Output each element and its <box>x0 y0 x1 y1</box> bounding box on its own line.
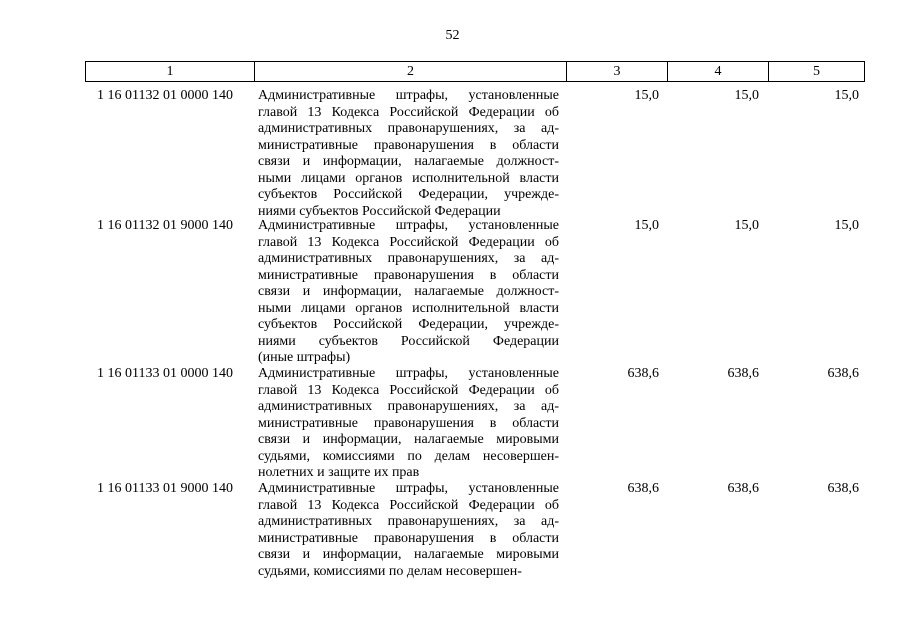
description-line: министративные правонарушения в области <box>258 267 559 283</box>
row-code: 1 16 01132 01 9000 140 <box>97 218 233 233</box>
description-line: министративные правонарушения в области <box>258 530 559 546</box>
description-line: главой 13 Кодекса Российской Федерации об <box>258 234 559 250</box>
row-value-col5: 638,6 <box>827 366 859 381</box>
row-value-col4: 638,6 <box>727 481 759 496</box>
header-col-4: 4 <box>667 62 768 81</box>
header-col-1: 1 <box>166 64 174 79</box>
description-line: связи и информации, налагаемые должност- <box>258 284 559 299</box>
row-value-col3: 638,6 <box>627 481 659 496</box>
description-line: судьями, комиссиями по делам несовершен- <box>258 448 559 464</box>
row-code: 1 16 01133 01 0000 140 <box>97 366 233 381</box>
row-description <box>258 366 559 482</box>
page-number: 52 <box>445 28 460 43</box>
description-line: субъектов Российской Федерации, учрежде- <box>258 187 559 202</box>
description-line: нолетних и защите их прав <box>258 465 420 480</box>
description-line: (иные штрафы) <box>258 350 351 365</box>
row-value-col3: 15,0 <box>634 88 659 103</box>
description-line: субъектов Российской Федерации, учрежде- <box>258 317 559 332</box>
description-line: Административные штрафы, установленные <box>258 481 559 496</box>
header-col-5: 5 <box>768 62 864 81</box>
row-value-col3: 15,0 <box>634 218 659 233</box>
description-line: административных правонарушениях, за ад- <box>258 251 559 266</box>
description-line: Административные штрафы, установленные <box>258 218 559 233</box>
row-code: 1 16 01133 01 9000 140 <box>97 481 233 496</box>
description-line: ными лицами органов исполнительной власти <box>258 170 559 186</box>
description-line: административных правонарушениях, за ад- <box>258 399 559 414</box>
description-line: административных правонарушениях, за ад- <box>258 514 559 529</box>
description-line: ниями субъектов Российской Федерации <box>258 203 501 219</box>
row-value-col4: 15,0 <box>734 218 759 233</box>
row-value-col5: 638,6 <box>827 481 859 496</box>
description-line: административных правонарушениях, за ад- <box>258 121 559 136</box>
row-value-col5: 15,0 <box>834 88 859 103</box>
row-value-col4: 15,0 <box>734 88 759 103</box>
row-code: 1 16 01132 01 0000 140 <box>97 88 233 103</box>
table-header <box>85 61 865 82</box>
row-value-col5: 15,0 <box>834 218 859 233</box>
description-line: связи и информации, налагаемые мировыми <box>258 547 559 562</box>
description-line: связи и информации, налагаемые мировыми <box>258 432 559 447</box>
row-description <box>258 218 559 367</box>
description-line: Административные штрафы, установленные <box>258 366 559 381</box>
row-description <box>258 88 559 220</box>
description-line: главой 13 Кодекса Российской Федерации об <box>258 104 559 120</box>
header-col-3: 3 <box>566 62 667 81</box>
row-value-col3: 638,6 <box>627 366 659 381</box>
description-line: связи и информации, налагаемые должност- <box>258 154 559 169</box>
description-line: судьями, комиссиями по делам несовершен- <box>258 563 522 579</box>
description-line: ными лицами органов исполнительной власти <box>258 300 559 316</box>
description-line: главой 13 Кодекса Российской Федерации об <box>258 382 559 398</box>
description-line: ниями субъектов Российской Федерации <box>258 333 559 349</box>
description-line: главой 13 Кодекса Российской Федерации об <box>258 497 559 513</box>
description-line: министративные правонарушения в области <box>258 137 559 153</box>
row-value-col4: 638,6 <box>727 366 759 381</box>
header-col-2: 2 <box>254 62 566 81</box>
description-line: министративные правонарушения в области <box>258 415 559 431</box>
description-line: Административные штрафы, установленные <box>258 88 559 103</box>
row-description <box>258 481 559 580</box>
